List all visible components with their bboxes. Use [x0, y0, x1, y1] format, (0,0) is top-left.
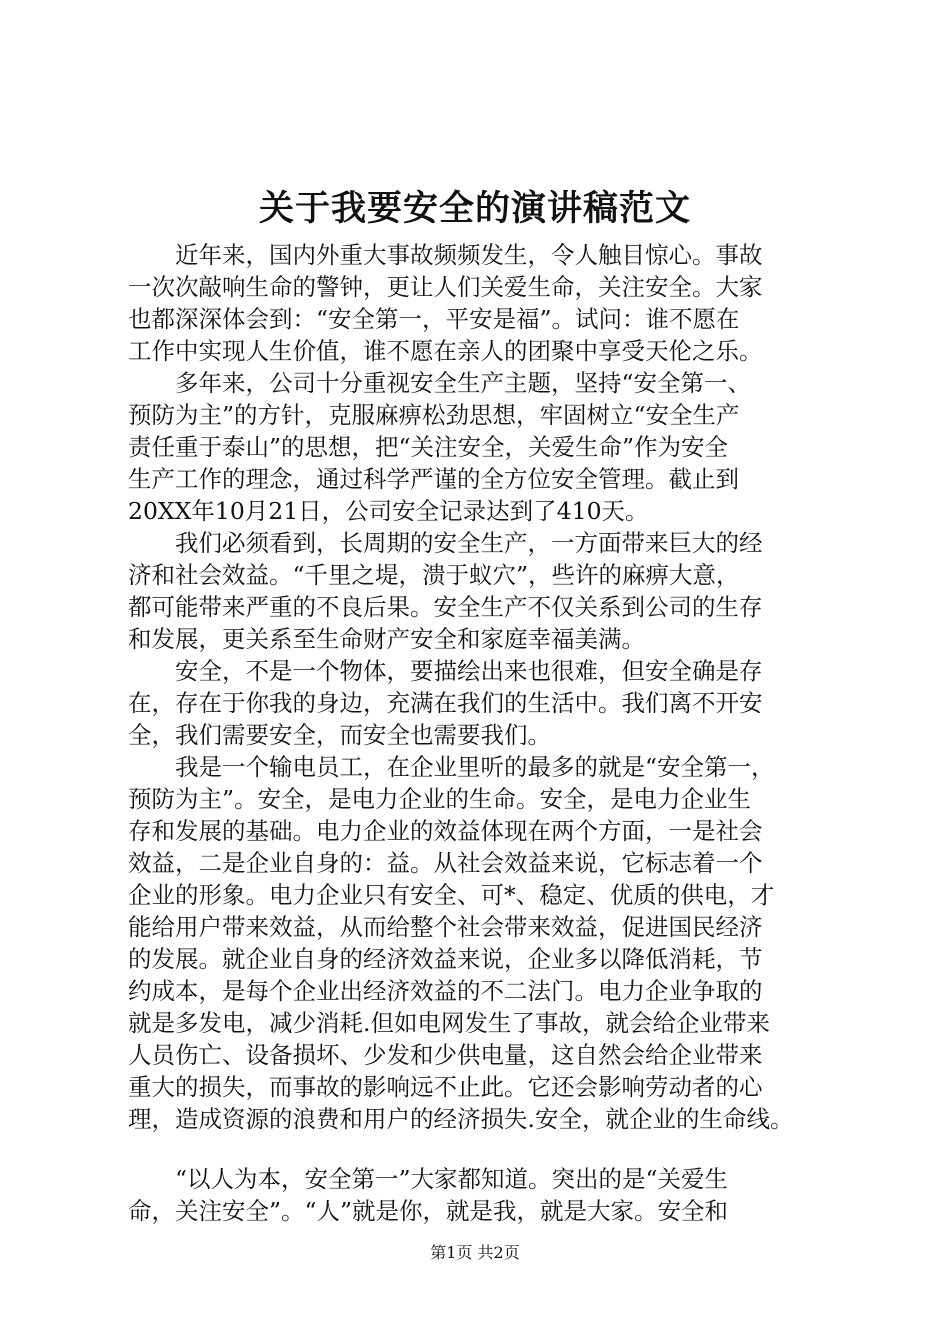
paragraph-3: 我们必须看到，长周期的安全生产，一方面带来巨大的经 济和社会效益。“千里之堤，溃于蚁穴”，些许的麻痹大意， 都可能带来严重的不良后果。安全生产不仅关系到公司的生存 和发展，更关系至生命财产安全和家庭幸福美满。: [128, 529, 763, 653]
page-footer: 第1页 共2页: [430, 1243, 520, 1262]
paragraph-6: “以人为本，安全第一”大家都知道。突出的是“关爱生 命，关注安全”。“人”就是你，就是我，就是大家。安全和: [128, 1165, 729, 1225]
paragraph-2: 多年来，公司十分重视安全生产主题，坚持“安全第一、 预防为主”的方针，克服麻痹松劲思想，牢固树立“安全生产 责任重于泰山”的思想，把“关注安全，关爱生命”作为安全 生产工作的理念，通过科学严谨的全方位安全管理。截止到 20XX年10月21日，公司安全记录达到了410天。: [128, 369, 752, 525]
paragraph-5: 我是一个输电员工，在企业里听的最多的就是“安全第一， 预防为主”。安全，是电力企业的生命。安全，是电力企业生 存和发展的基础。电力企业的效益体现在两个方面，一是社会 效益，二是企业自身的：益。从社会效益来说，它标志着一个 企业的形象。电力企业只有安全、可*、稳定、优质的供电，才 能给用户带来效益，从而给整个社会带来效益，促进国民经济 的发展。就企业自身的经济效益来说，企业多以降低消耗，节 约成本，是每个企业出经济效益的不二法门。电力企业争取的 就是多发电，减少消耗.但如电网发生了事故，就会给企业带来 人员伤亡、设备损坏、少发和少供电量，这自然会给企业带来 重大的损失，而事故的影响远不止此。它还会影响劳动者的心 理，造成资源的浪费和用户的经济损失.安全，就企业的生命线。: [128, 753, 794, 1133]
paragraph-4: 安全，不是一个物体，要描绘出来也很难，但安全确是存 在，存在于你我的身边，充满在我们的生活中。我们离不开安 全，我们需要安全，而安全也需要我们。: [128, 657, 763, 749]
document-title: 关于我要安全的演讲稿范文: [258, 188, 691, 229]
paragraph-1: 近年来，国内外重大事故频频发生，令人触目惊心。事故 一次次敲响生命的警钟，更让人们关爱生命，关注安全。大家 也都深深体会到：“安全第一，平安是福”。试问：谁不愿在 工作中实现人生价值，谁不愿在亲人的团聚中享受天伦之乐。: [128, 241, 763, 365]
document-body: [128, 239, 838, 1227]
